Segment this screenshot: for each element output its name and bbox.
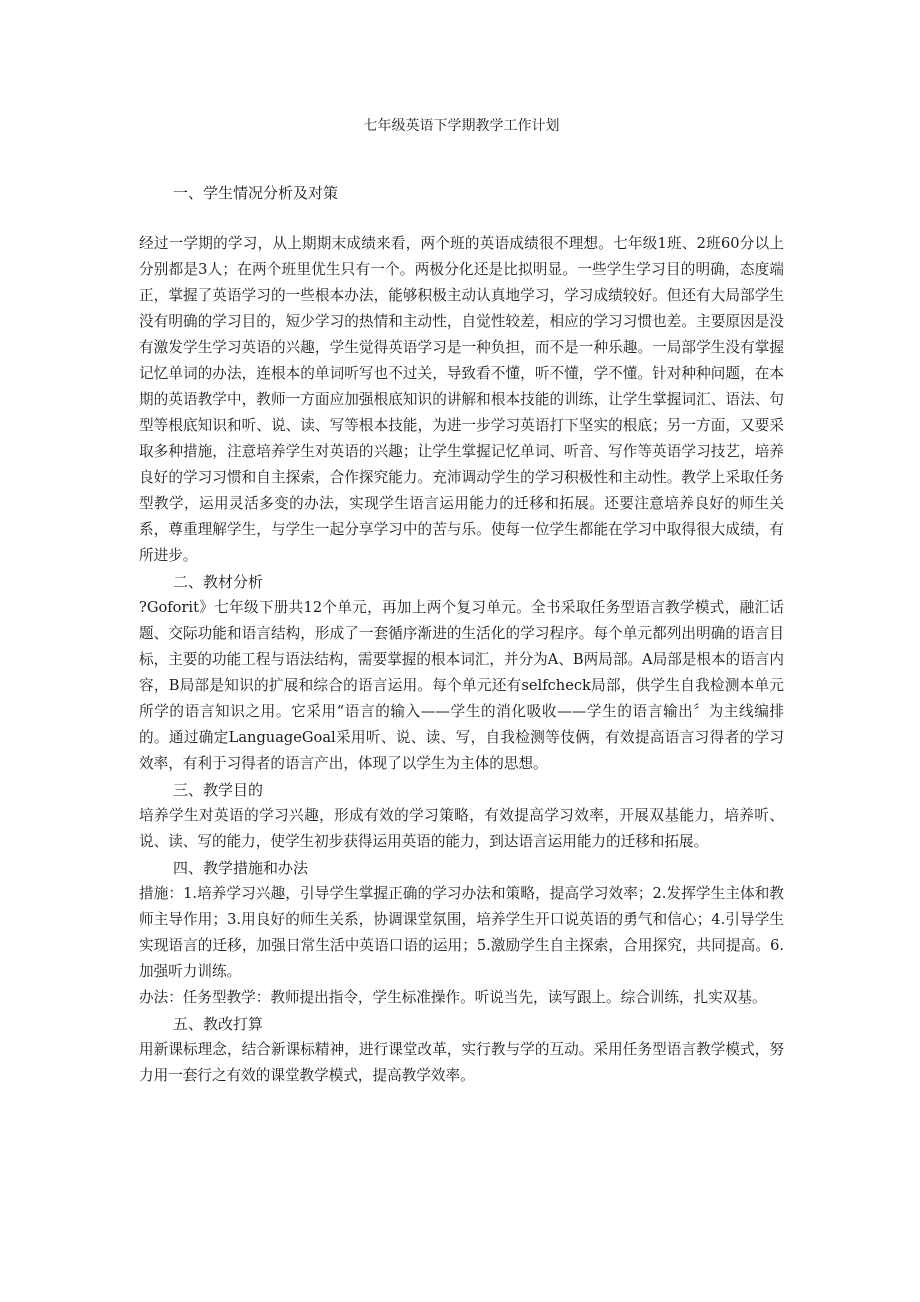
section-4-methods-paragraph: 办法：任务型教学：教师提出指令，学生标准操作。听说当先，读写跟上。综合训练，扎实双基。 <box>139 989 767 1006</box>
section-4-measures-paragraph: 措施：1.培养学习兴趣，引导学生掌握正确的学习办法和策略，提高学习效率；2.发挥学生主体和教师主导作用；3.用良好的师生关系，协调课堂氛围，培养学生开口说英语的勇气和信心；4.引导学生实现语言的迁移，加强日常生活中英语口语的运用；5.激励学生自主探索，合用探究，共同提高。6.加强听力训练。 <box>139 885 784 980</box>
section-5-paragraph: 用新课标理念，结合新课标精神，进行课堂改革，实行教与学的互动。采用任务型语言教学模式，努力用一套行之有效的课堂教学模式，提高教学效率。 <box>139 1041 784 1084</box>
section-1-paragraph: 经过一学期的学习，从上期期末成绩来看，两个班的英语成绩很不理想。七年级1班、2班60分以上分别都是3人；在两个班里优生只有一个。两极分化还是比拟明显。一些学生学习目的明确，态度端正，掌握了英语学习的一些根本办法，能够积极主动认真地学习，学习成绩较好。但还有大局部学生没有明确的学习目的，短少学习的热情和主动性，自觉性较差，相应的学习习惯也差。主要原因是没有激发学生学习英语的兴趣，学生觉得英语学习是一种负担，而不是一种乐趣。一局部学生没有掌握记忆单词的办法，连根本的单词听写也不过关，导致看不懂，听不懂，学不懂。针对种种问题，在本期的英语教学中，教师一方面应加强根底知识的讲解和根本技能的训练，让学生掌握词汇、语法、句型等根底知识和听、说、读、写等根本技能，为进一步学习英语打下坚实的根底；另一方面，又要采取多种措施，注意培养学生对英语的兴趣；让学生掌握记忆单词、听音、写作等英语学习技艺，培养良好的学习习惯和自主探索，合作探究能力。充沛调动学生的学习积极性和主动性。教学上采取任务型教学，运用灵活多变的办法，实现学生语言运用能力的迁移和拓展。还要注意培养良好的师生关系，尊重理解学生，与学生一起分享学习中的苦与乐。使每一位学生都能在学习中取得很大成绩，有所进步。 <box>139 235 784 564</box>
section-heading-1: 一、学生情况分析及对策 <box>173 184 339 202</box>
section-heading-2: 二、教材分析 <box>173 573 264 591</box>
section-heading-3: 三、教学目的 <box>173 781 264 799</box>
section-3-paragraph: 培养学生对英语的学习兴趣，形成有效的学习策略，有效提高学习效率，开展双基能力，培养听、说、读、写的能力，使学生初步获得运用英语的能力，到达语言运用能力的迁移和拓展。 <box>139 807 784 850</box>
document-title: 七年级英语下学期教学工作计划 <box>363 118 560 134</box>
document-page <box>139 112 784 1089</box>
section-2-paragraph: ?Goforit》七年级下册共12个单元，再加上两个复习单元。全书采取任务型语言教学模式，融汇话题、交际功能和语言结构，形成了一套循序渐进的生活化的学习程序。每个单元都列出明确的语言目标，主要的功能工程与语法结构，需要掌握的根本词汇，并分为A、B两局部。A局部是根本的语言内容，B局部是知识的扩展和综合的语言运用。每个单元还有selfcheck局部，供学生自我检测本单元所学的语言知识之用。它采用“语言的输入——学生的消化吸收——学生的语言输出〞为主线编排的。通过确定LanguageGoal采用听、说、读、写，自我检测等伎俩，有效提高语言习得者的学习效率，有利于习得者的语言产出，体现了以学生为主体的思想。 <box>139 599 784 772</box>
section-heading-5: 五、教改打算 <box>173 1015 264 1033</box>
section-heading-4: 四、教学措施和办法 <box>173 859 309 877</box>
